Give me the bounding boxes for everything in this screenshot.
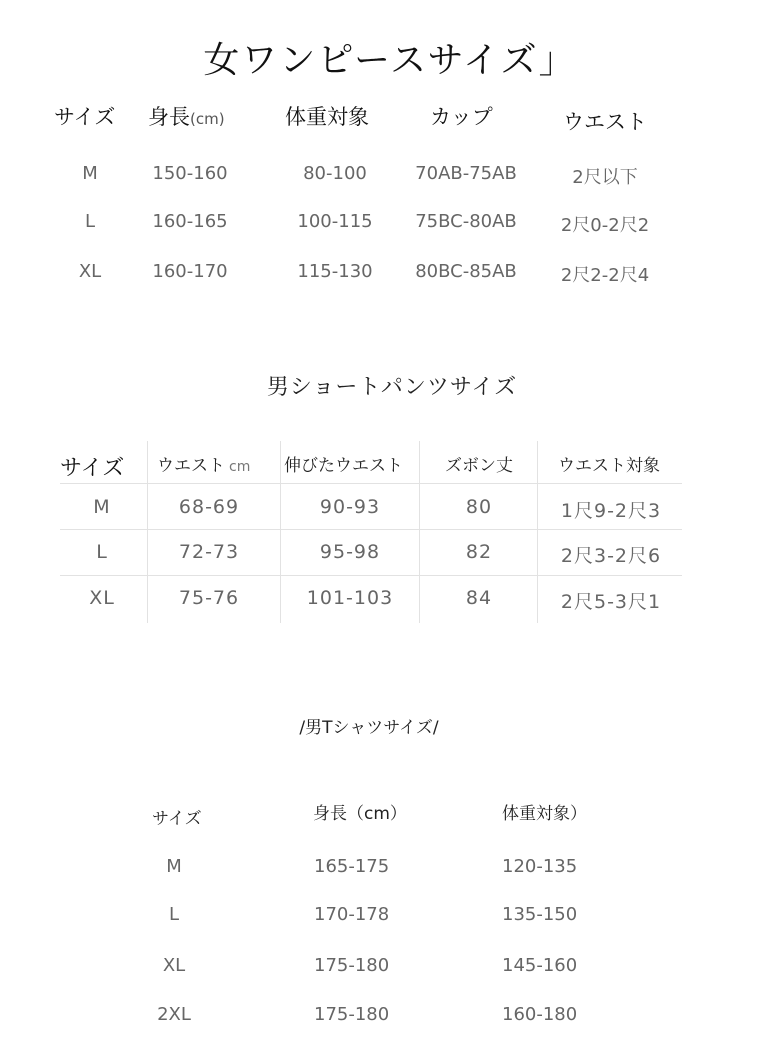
table-cell: L	[96, 541, 108, 563]
header-waist: ウエスト	[563, 110, 647, 134]
table-cell: 1尺9-2尺3	[560, 500, 662, 522]
header-waist	[157, 451, 250, 476]
header-height	[148, 101, 225, 131]
row-divider	[60, 575, 682, 576]
table-cell: 70AB-75AB	[415, 163, 517, 184]
header-size: サイズ	[152, 809, 202, 829]
header-waist-target: ウエスト対象	[558, 456, 660, 476]
table-cell: 75BC-80AB	[415, 211, 517, 232]
table-cell: L	[84, 211, 96, 232]
table-cell: M	[166, 856, 182, 877]
table-cell: 95-98	[319, 541, 381, 563]
header-height-unit: (cm)	[190, 110, 225, 128]
table-cell: XL	[89, 587, 115, 609]
header-waist-label: ウエスト	[157, 456, 225, 476]
table-cell: 175-180	[314, 1004, 390, 1025]
column-divider	[537, 441, 538, 623]
table-cell: 82	[465, 541, 493, 563]
table-cell: 68-69	[178, 496, 240, 518]
table-cell: 160-165	[152, 211, 228, 232]
table-cell: 101-103	[306, 587, 394, 609]
table-cell: 115-130	[297, 261, 373, 282]
header-size: サイズ	[54, 105, 116, 129]
table-cell: 170-178	[314, 904, 390, 925]
header-cup: カップ	[430, 105, 493, 129]
header-waist-unit: cm	[229, 459, 251, 475]
table-cell: 120-135	[502, 856, 578, 877]
table-cell: XL	[78, 261, 102, 282]
header-stretched-waist: 伸びたウエスト	[284, 456, 403, 476]
column-divider	[147, 441, 148, 623]
table-cell: 175-180	[314, 955, 390, 976]
men-tshirt-title: /男Tシャツサイズ/	[299, 718, 439, 738]
table-cell: 2尺3-2尺6	[560, 545, 662, 567]
table-cell: 80	[465, 496, 493, 518]
table-cell: 72-73	[178, 541, 240, 563]
table-cell: 150-160	[152, 163, 228, 184]
header-weight: 体重対象	[285, 105, 369, 129]
table-cell: 2尺以下	[572, 167, 638, 188]
row-divider	[60, 529, 682, 530]
table-cell: XL	[162, 955, 186, 976]
header-weight: 体重対象）	[502, 804, 587, 824]
column-divider	[280, 441, 281, 623]
header-size: サイズ	[60, 456, 125, 481]
table-cell: M	[93, 496, 111, 518]
row-divider	[60, 483, 682, 484]
table-cell: 84	[465, 587, 493, 609]
table-cell: 80BC-85AB	[415, 261, 517, 282]
table-cell: 2尺5-3尺1	[560, 591, 662, 613]
table-cell: M	[82, 163, 98, 184]
header-pants-length: ズボン丈	[445, 456, 513, 476]
table-cell: 2尺2-2尺4	[560, 265, 650, 286]
table-cell: 80-100	[303, 163, 367, 184]
table-cell: 75-76	[178, 587, 240, 609]
table-cell: 90-93	[319, 496, 381, 518]
table-cell: 145-160	[502, 955, 578, 976]
table-cell: 100-115	[297, 211, 373, 232]
table-cell: 2尺0-2尺2	[560, 215, 650, 236]
table-cell: 2XL	[157, 1004, 191, 1025]
table-cell: 135-150	[502, 904, 578, 925]
header-height: 身長（cm）	[313, 804, 407, 824]
table-cell: 160-180	[502, 1004, 578, 1025]
table-cell: L	[168, 904, 180, 925]
table-cell: 160-170	[152, 261, 228, 282]
women-size-title: 女ワンピースサイズ」	[203, 40, 577, 81]
header-height-label: 身長	[148, 105, 190, 129]
men-shorts-title: 男ショートパンツサイズ	[266, 375, 518, 400]
column-divider	[419, 441, 420, 623]
table-cell: 165-175	[314, 856, 390, 877]
